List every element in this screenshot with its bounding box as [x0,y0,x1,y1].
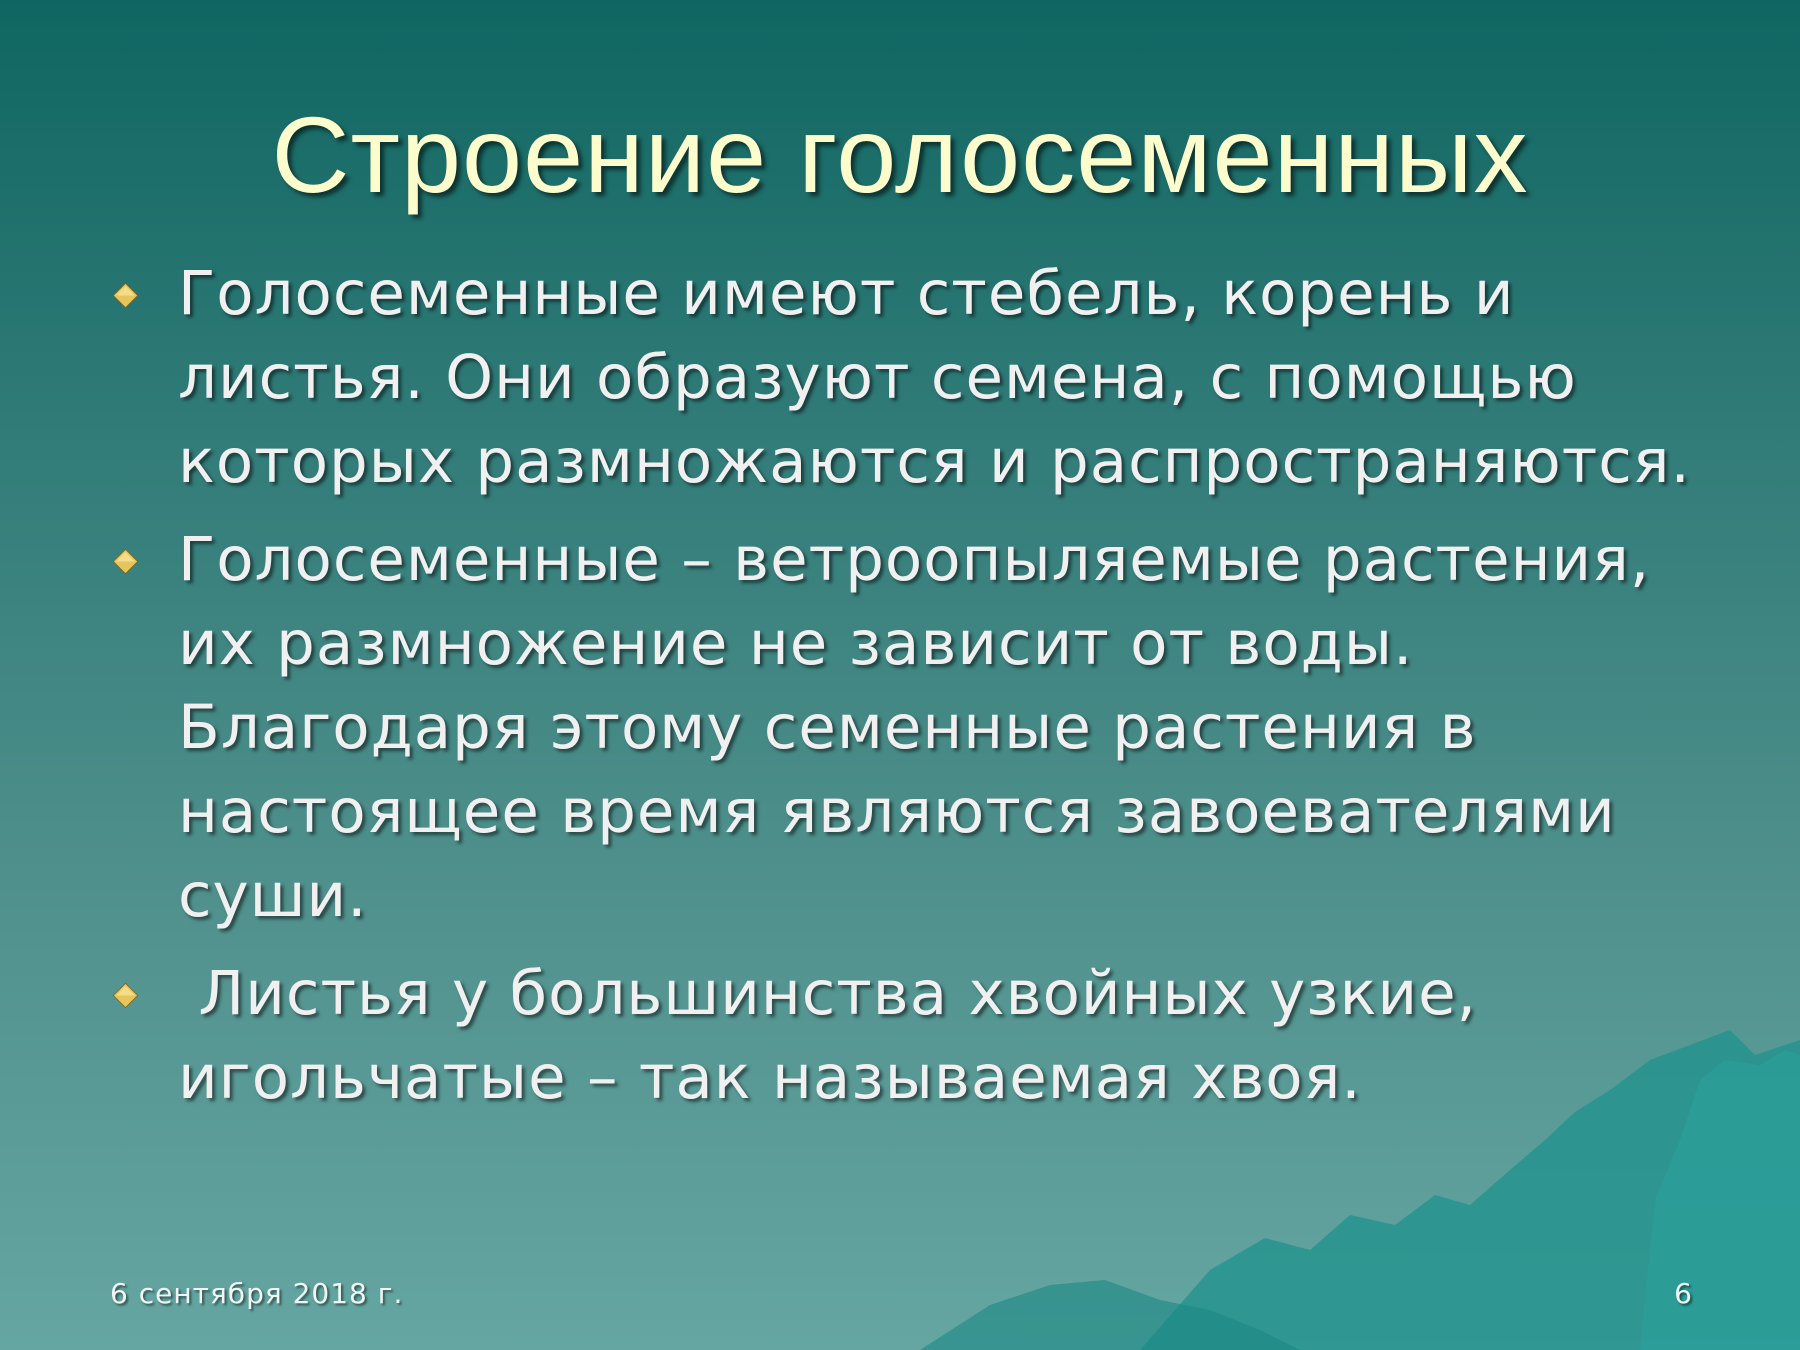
slide-title: Строение голосеменных [271,94,1529,215]
bullet-item [112,952,1712,1120]
diamond-bullet-icon [112,982,139,1009]
footer-date: 6 сентября 2018 г. [110,1277,404,1310]
bullet-text: Голосеменные – ветроопыляемые растения, их размножение не зависит от воды. Благодаря этому семенные растения в настоящее время являются завоевателями суши. [178,524,1651,931]
bullet-item [112,252,1712,504]
bullet-text: Листья у большинства хвойных узкие, игольчатые – так называемая хвоя. [178,958,1498,1113]
bullet-text: Голосеменные имеют стебель, корень и листья. Они образуют семена, с помощью которых размножаются и распространяются. [178,258,1691,497]
page-number: 6 [1674,1277,1692,1310]
bullet-item [112,518,1712,938]
diamond-bullet-icon [112,282,139,309]
bullet-list [112,252,1712,1134]
diamond-bullet-icon [112,548,139,575]
